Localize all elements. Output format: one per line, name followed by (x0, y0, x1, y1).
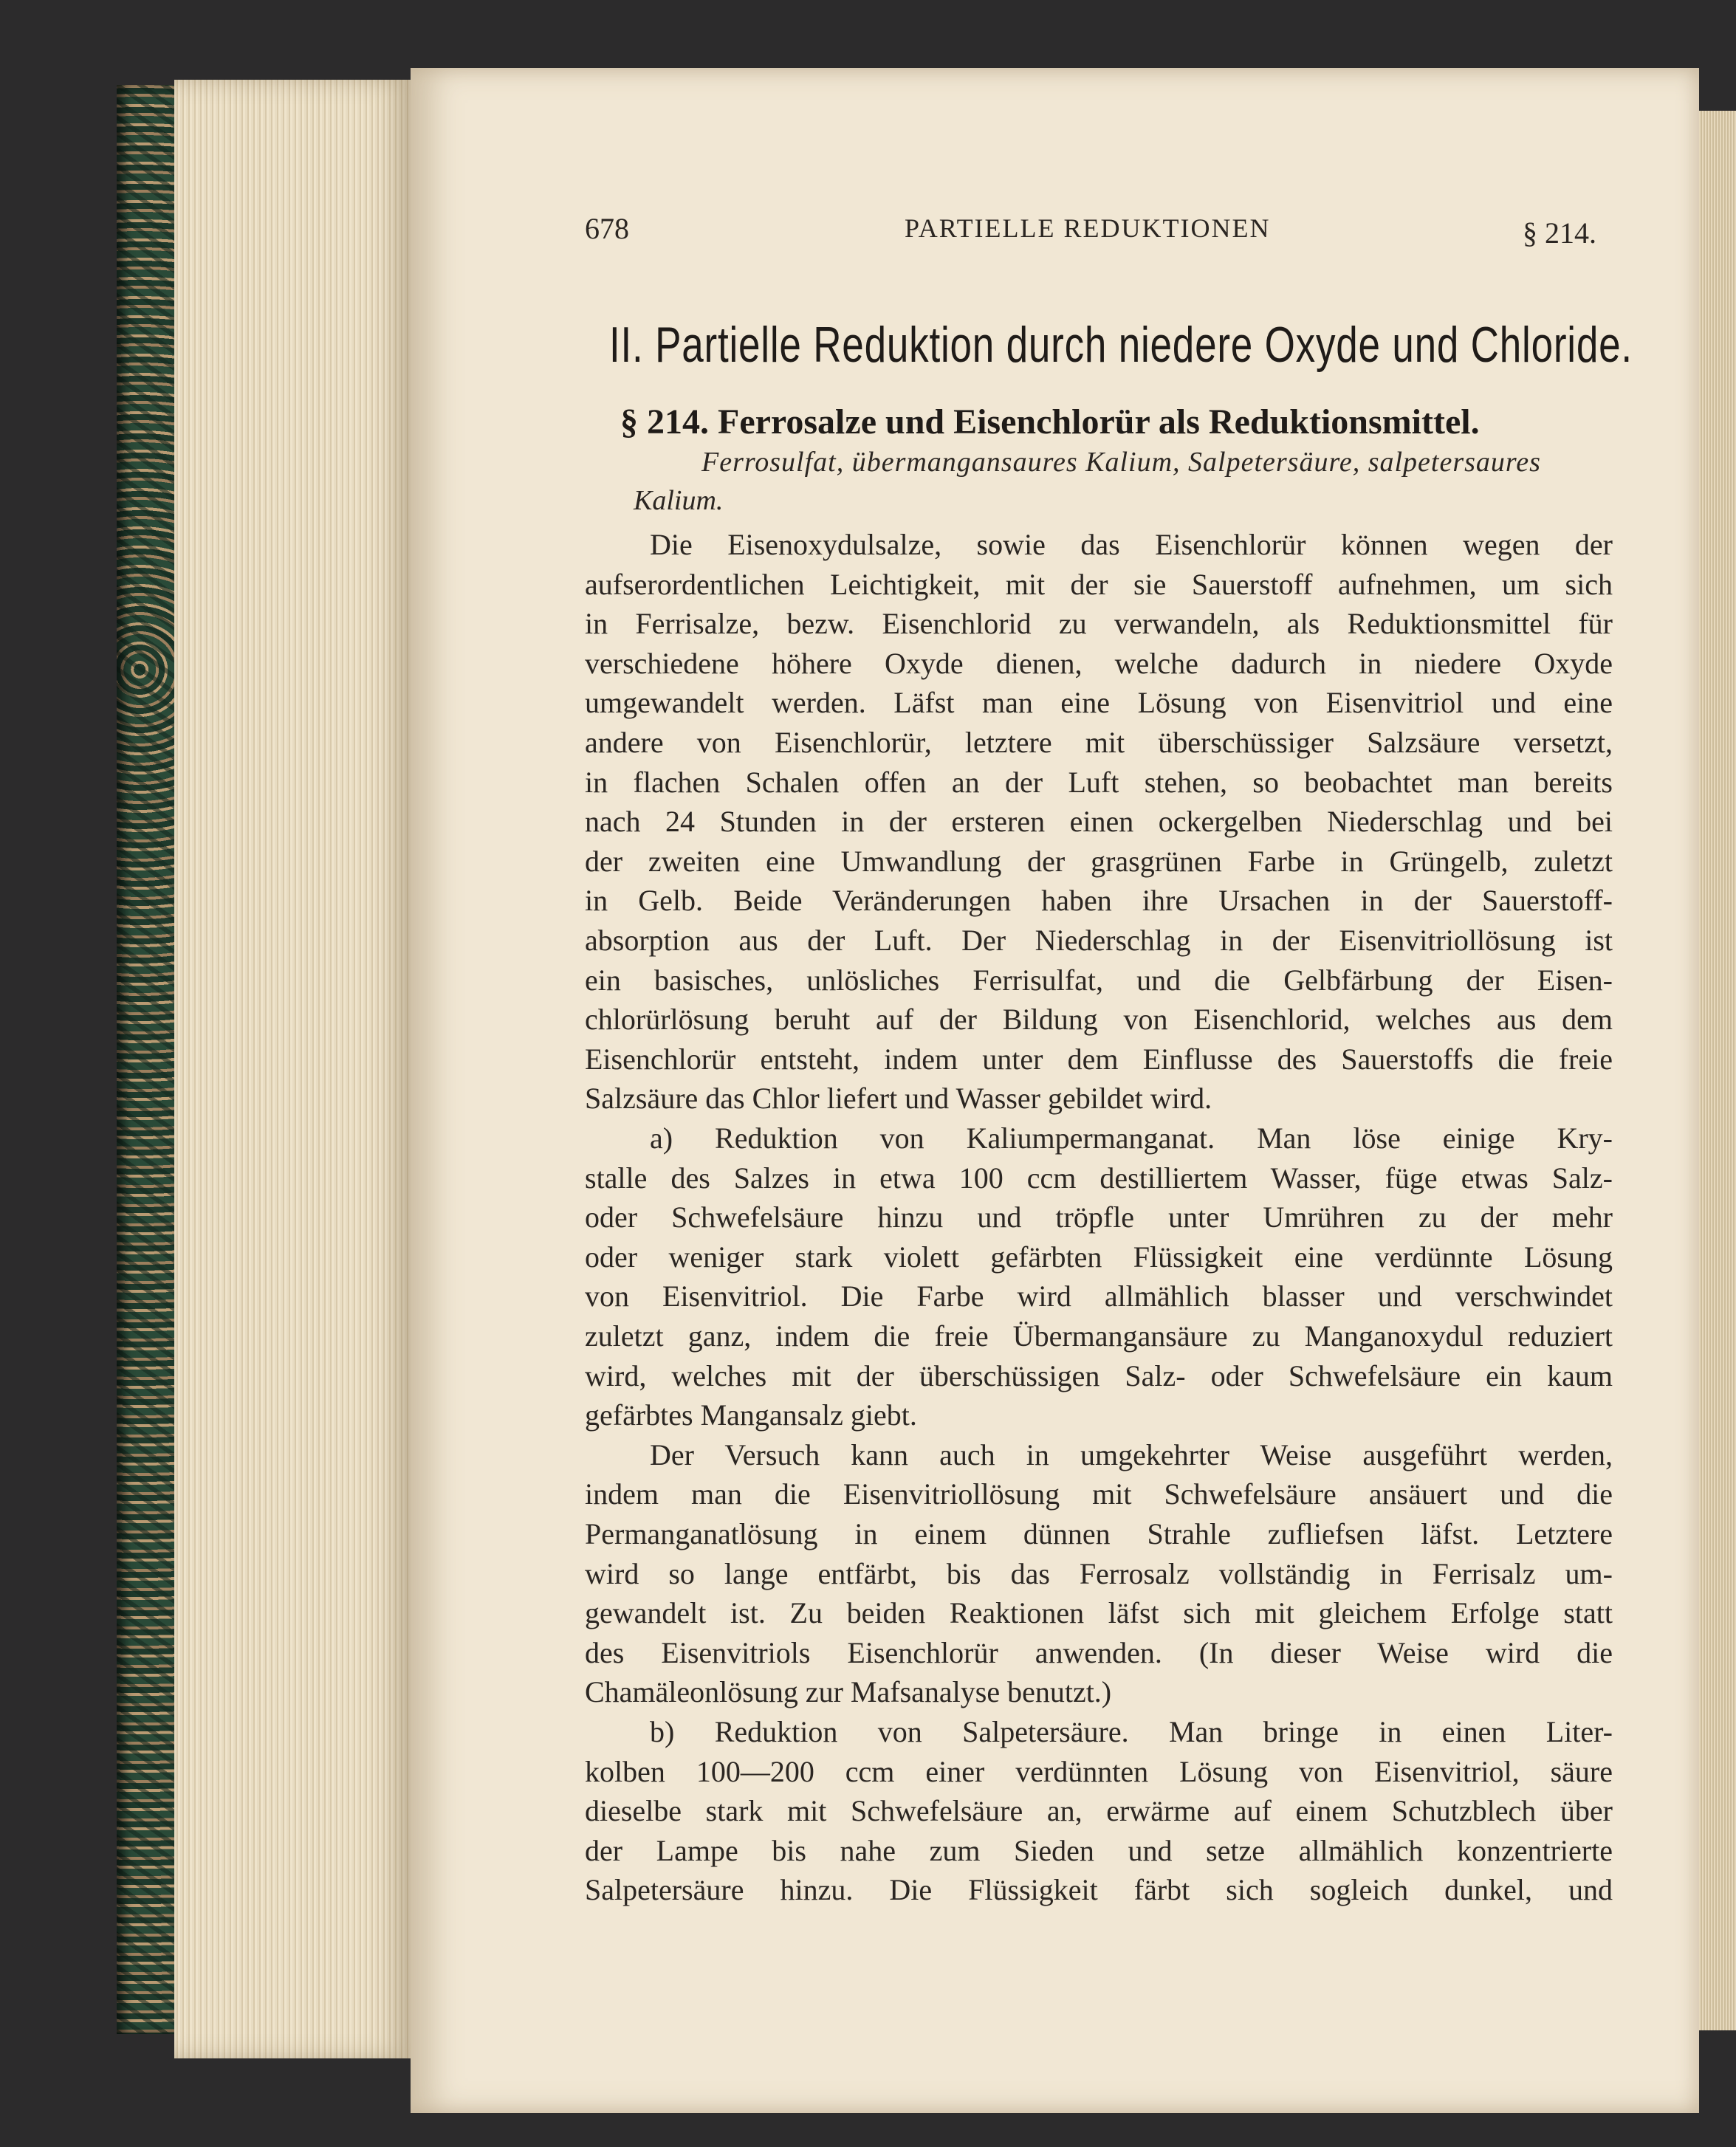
text-line: a) Reduktion von Kaliumpermanganat. Man löse einige Kry- (650, 1121, 1613, 1155)
text-line: oder weniger stark violett gefärbten Flüssigkeit eine verdünnte Lösung (585, 1240, 1613, 1274)
text-line: des Eisenvitriols Eisenchlorür anwenden. (In dieser Weise wird die (585, 1635, 1613, 1669)
section-title: Ferrosalze und Eisenchlorür als Reduktionsmittel. (718, 402, 1480, 442)
next-page-edge (1699, 111, 1736, 2030)
section-heading (620, 402, 1480, 442)
text-line: in flachen Schalen offen an der Luft stehen, so beobachtet man bereits (585, 765, 1613, 799)
text-line: Eisenchlorür entsteht, indem unter dem Einflusse des Sauerstoffs die freie (585, 1042, 1613, 1076)
reagents-line: Ferrosulfat, übermangansaures Kalium, Salpetersäure, salpetersaures (701, 447, 1541, 478)
section-number: § 214. (620, 402, 709, 442)
text-line: kolben 100—200 ccm einer verdünnten Lösung von Eisenvitriol, säure (585, 1754, 1613, 1788)
text-line: Der Versuch kann auch in umgekehrter Weise ausgeführt werden, (650, 1437, 1613, 1471)
text-line: Die Eisenoxydulsalze, sowie das Eisenchlorür können wegen der (650, 528, 1613, 561)
text-line: indem man die Eisenvitriollösung mit Schwefelsäure ansäuert und die (585, 1477, 1613, 1511)
text-line: gewandelt ist. Zu beiden Reaktionen läfst sich mit gleichem Erfolge statt (585, 1596, 1613, 1630)
text-line: der zweiten eine Umwandlung der grasgrünen Farbe in Grüngelb, zuletzt (585, 844, 1613, 878)
running-head: PARTIELLE REDUKTIONEN (905, 213, 1271, 243)
text-line: chlorürlösung beruht auf der Bildung von Eisenchlorid, welches aus dem (585, 1003, 1613, 1037)
text-line: verschiedene höhere Oxyde dienen, welche dadurch in niedere Oxyde (585, 646, 1613, 680)
text-line: Salpetersäure hinzu. Die Flüssigkeit färbt sich sogleich dunkel, und (585, 1873, 1613, 1907)
text-line: wird, welches mit der überschüssigen Salz- oder Schwefelsäure ein kaum (585, 1358, 1613, 1392)
page-number: 678 (585, 212, 629, 245)
text-line: Chamäleonlösung zur Mafsanalyse benutzt.) (585, 1675, 1112, 1709)
text-line: b) Reduktion von Salpetersäure. Man bringe in einen Liter- (650, 1715, 1613, 1748)
text-line: aufserordentlichen Leichtigkeit, mit der sie Sauerstoff aufnehmen, um sich (585, 567, 1613, 601)
text-line: nach 24 Stunden in der ersteren einen ockergelben Niederschlag und bei (585, 805, 1613, 839)
text-line: Salzsäure das Chlor liefert und Wasser gebildet wird. (585, 1082, 1212, 1116)
text-line: dieselbe stark mit Schwefelsäure an, erwärme auf einem Schutzblech über (585, 1794, 1613, 1828)
text-line: in Gelb. Beide Veränderungen haben ihre Ursachen in der Sauerstoff- (585, 884, 1613, 918)
text-line: ein basisches, unlösliches Ferrisulfat, und die Gelbfärbung der Eisen- (585, 963, 1613, 997)
text-line: umgewandelt werden. Läfst man eine Lösung von Eisenvitriol und eine (585, 686, 1613, 720)
text-line: wird so lange entfärbt, bis das Ferrosalz vollständig in Ferrisalz um- (585, 1556, 1613, 1590)
chapter-heading: II. Partielle Reduktion durch niedere Oxyde und Chloride. (609, 317, 1633, 373)
page-stack-edge (174, 80, 411, 2058)
binding-shadow (117, 85, 174, 2034)
text-line: in Ferrisalze, bezw. Eisenchlorid zu verwandeln, als Reduktionsmittel für (585, 607, 1613, 641)
text-line: Permanganatlösung in einem dünnen Strahle zufliefsen läfst. Letztere (585, 1517, 1613, 1550)
text-line: zuletzt ganz, indem die freie Übermangansäure zu Manganoxydul reduziert (585, 1319, 1613, 1353)
text-line: der Lampe bis nahe zum Sieden und setze allmählich konzentrierte (585, 1833, 1613, 1867)
text-line: oder Schwefelsäure hinzu und tröpfle unter Umrühren zu der mehr (585, 1200, 1613, 1234)
text-line: gefärbtes Mangansalz giebt. (585, 1398, 917, 1432)
running-head-section: § 214. (1523, 216, 1596, 250)
reagents-line: Kalium. (634, 485, 724, 516)
text-line: andere von Eisenchlorür, letztere mit überschüssiger Salzsäure versetzt, (585, 726, 1613, 759)
text-line: stalle des Salzes in etwa 100 ccm destilliertem Wasser, füge etwas Salz- (585, 1161, 1613, 1195)
text-line: von Eisenvitriol. Die Farbe wird allmählich blasser und verschwindet (585, 1279, 1613, 1313)
text-line: absorption aus der Luft. Der Niederschlag in der Eisenvitriollösung ist (585, 924, 1613, 957)
